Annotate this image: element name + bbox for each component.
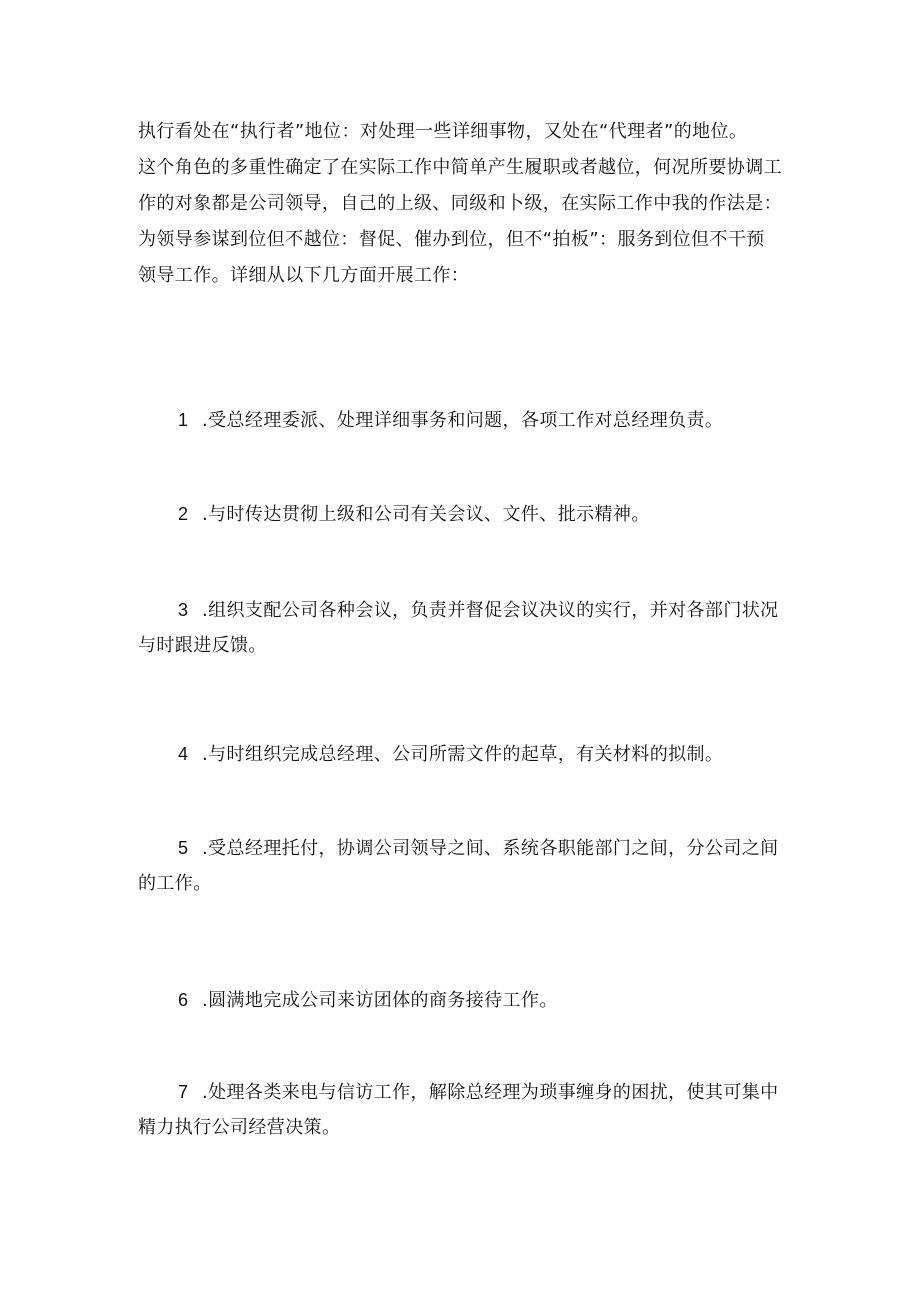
- item-text-continued: 精力执行公司经营决策。: [138, 1117, 341, 1138]
- list-item: [138, 402, 798, 438]
- item-number: 6: [178, 990, 189, 1010]
- intro-line: 作的对象都是公司领导，自己的上级、同级和卜级，在实际工作中我的作法是：: [138, 193, 782, 214]
- item-text: .组织支配公司各种会议，负责并督促会议决议的实行，并对各部门状况: [202, 600, 779, 621]
- item-number: 5: [178, 838, 189, 858]
- item-text: .受总经理托付，协调公司领导之间、系统各职能部门之间，分公司之间: [202, 838, 779, 859]
- list-item: [138, 736, 798, 772]
- intro-line: 这个角色的多重性确定了在实际工作中简单产生履职或者越位，何况所要协调工: [138, 157, 782, 178]
- item-number: 1: [178, 410, 189, 430]
- item-text: .圆满地完成公司来访团体的商务接待工作。: [202, 990, 558, 1011]
- item-number: 7: [178, 1082, 189, 1102]
- intro-paragraph: [138, 114, 798, 294]
- item-text-continued: 的工作。: [138, 873, 212, 894]
- item-number: 4: [178, 744, 189, 764]
- list-item: [138, 830, 798, 902]
- item-text-continued: 与时跟进反馈。: [138, 635, 267, 656]
- item-text: .受总经理委派、处理详细事务和问题，各项工作对总经理负责。: [202, 410, 724, 431]
- list-item: [138, 982, 798, 1018]
- list-item: [138, 592, 798, 664]
- intro-line: 执行看处在“执行者”地位：对处理一些详细事物，又处在“代理者”的地位。: [138, 121, 748, 142]
- item-number: 2: [178, 504, 189, 524]
- intro-line: 领导工作。详细从以下几方面开展工作：: [138, 265, 470, 286]
- item-text: .与时传达贯彻上级和公司有关会议、文件、批示精神。: [202, 504, 650, 525]
- item-text: .与时组织完成总经理、公司所需文件的起草，有关材料的拟制。: [202, 744, 724, 765]
- item-number: 3: [178, 600, 189, 620]
- list-item: [138, 496, 798, 532]
- intro-line: 为领导参谋到位但不越位：督促、催办到位，但不“拍板”：服务到位但不干预: [138, 229, 765, 250]
- item-text: .处理各类来电与信访工作，解除总经理为琐事缠身的困扰，使其可集中: [202, 1082, 779, 1103]
- list-item: [138, 1074, 798, 1146]
